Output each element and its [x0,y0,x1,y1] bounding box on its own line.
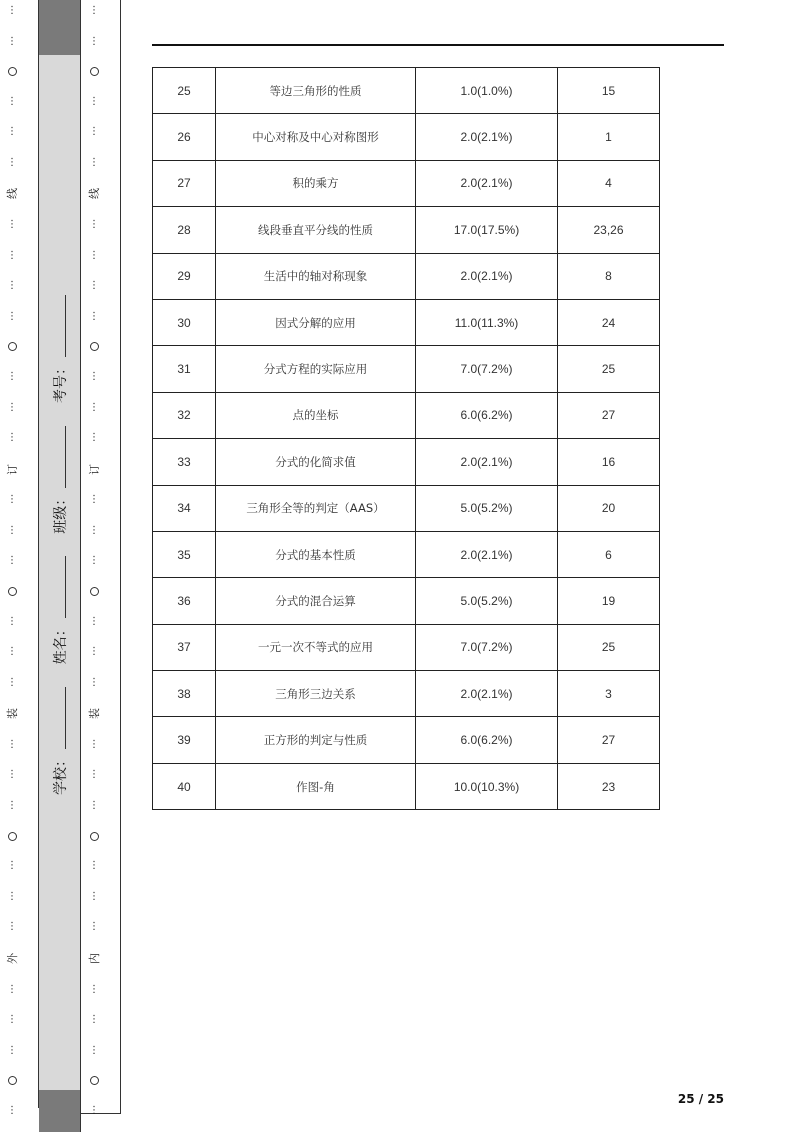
knowledge-point-table [152,67,660,810]
table-row [153,253,660,299]
seal-dots: ⋮ [7,156,17,168]
row-items: 25 [558,346,660,392]
exam-no-blank[interactable] [55,295,66,357]
school-label: 学校： [53,753,69,795]
row-number: 28 [153,207,216,253]
table-row [153,207,660,253]
table-row [153,624,660,670]
seal-dots: ⋮ [89,800,99,812]
row-score: 2.0(2.1%) [416,253,558,299]
seal-dots: ⋮ [89,524,99,536]
seal-dots: ⋮ [7,310,17,322]
seal-dots: ⋮ [7,370,17,382]
seal-dots: ⋮ [7,35,17,47]
row-items: 23 [558,763,660,809]
table-row [153,578,660,624]
table-row [153,114,660,160]
row-topic: 分式方程的实际应用 [216,346,416,392]
row-items: 16 [558,439,660,485]
row-score: 6.0(6.2%) [416,392,558,438]
seal-dots: ⋮ [7,1014,17,1026]
table-row [153,439,660,485]
inner-border-left [80,0,81,1132]
seal-dots: ⋮ [89,219,99,231]
row-number: 37 [153,624,216,670]
seal-dots: ⋮ [89,615,99,627]
seal-circle-icon [8,67,17,76]
seal-dots: ⋮ [89,890,99,902]
row-number: 30 [153,299,216,345]
class-field[interactable] [50,426,70,534]
seal-dots: ⋮ [89,5,99,16]
row-score: 1.0(1.0%) [416,68,558,114]
row-items: 19 [558,578,660,624]
school-field[interactable] [50,687,70,795]
seal-label-bind: 订 [87,463,101,475]
table-row [153,299,660,345]
seal-dots: ⋮ [7,249,17,261]
row-score: 2.0(2.1%) [416,114,558,160]
row-topic: 点的坐标 [216,392,416,438]
class-blank[interactable] [55,426,66,488]
row-topic: 等边三角形的性质 [216,68,416,114]
seal-dots: ⋮ [89,983,99,995]
seal-dots: ⋮ [7,494,17,506]
inner-seal-column [86,0,102,1116]
name-blank[interactable] [55,556,66,618]
student-info-block [50,295,70,795]
table-row [153,160,660,206]
binding-band-bottom [39,1090,80,1132]
seal-dots: ⋮ [7,769,17,781]
seal-label-side: 内 [87,952,101,964]
seal-circle-icon [8,832,17,841]
row-number: 32 [153,392,216,438]
row-items: 8 [558,253,660,299]
seal-dots: ⋮ [7,280,17,292]
seal-dots: ⋮ [89,494,99,506]
row-topic: 中心对称及中心对称图形 [216,114,416,160]
table-row [153,763,660,809]
table-row [153,392,660,438]
row-score: 11.0(11.3%) [416,299,558,345]
row-score: 2.0(2.1%) [416,439,558,485]
seal-dots: ⋮ [89,738,99,750]
seal-dots: ⋮ [7,1104,17,1116]
seal-label-bind: 订 [5,463,19,475]
row-number: 35 [153,531,216,577]
row-score: 2.0(2.1%) [416,160,558,206]
seal-label-staple: 装 [87,708,101,720]
row-score: 17.0(17.5%) [416,207,558,253]
row-items: 6 [558,531,660,577]
seal-dots: ⋮ [89,432,99,444]
seal-dots: ⋮ [89,95,99,107]
seal-dots: ⋮ [89,1014,99,1026]
row-items: 25 [558,624,660,670]
row-score: 5.0(5.2%) [416,485,558,531]
seal-dots: ⋮ [89,860,99,872]
row-number: 25 [153,68,216,114]
seal-dots: ⋮ [7,126,17,138]
seal-dots: ⋮ [7,738,17,750]
row-topic: 正方形的判定与性质 [216,717,416,763]
seal-circle-icon [8,342,17,351]
table-row [153,346,660,392]
seal-dots: ⋮ [89,401,99,413]
seal-dots: ⋮ [7,401,17,413]
row-items: 24 [558,299,660,345]
seal-dots: ⋮ [89,35,99,47]
row-score: 5.0(5.2%) [416,578,558,624]
row-topic: 因式分解的应用 [216,299,416,345]
row-topic: 分式的化简求值 [216,439,416,485]
seal-label-line: 线 [5,188,19,200]
row-topic: 三角形三边关系 [216,671,416,717]
school-blank[interactable] [55,687,66,749]
table-row [153,485,660,531]
exam-no-field[interactable] [50,295,70,403]
class-label: 班级： [53,491,69,534]
row-items: 27 [558,717,660,763]
seal-dots: ⋮ [7,5,17,16]
row-topic: 积的乘方 [216,160,416,206]
row-items: 27 [558,392,660,438]
row-topic: 线段垂直平分线的性质 [216,207,416,253]
row-number: 31 [153,346,216,392]
seal-circle-icon [90,342,99,351]
outer-seal-column [4,0,20,1116]
page-number: 25 / 25 [677,1092,724,1106]
seal-dots: ⋮ [7,921,17,933]
seal-dots: ⋮ [89,249,99,261]
row-number: 27 [153,160,216,206]
seal-dots: ⋮ [89,280,99,292]
row-number: 40 [153,763,216,809]
row-items: 3 [558,671,660,717]
seal-dots: ⋮ [89,1044,99,1056]
row-topic: 分式的混合运算 [216,578,416,624]
row-number: 33 [153,439,216,485]
row-number: 29 [153,253,216,299]
seal-dots: ⋮ [89,156,99,168]
seal-dots: ⋮ [89,370,99,382]
table-row [153,531,660,577]
seal-dots: ⋮ [7,676,17,688]
inner-border-right [120,0,121,1114]
seal-dots: ⋮ [89,769,99,781]
seal-dots: ⋮ [7,615,17,627]
seal-dots: ⋮ [7,983,17,995]
row-items: 4 [558,160,660,206]
seal-dots: ⋮ [7,860,17,872]
name-field[interactable] [50,556,70,664]
row-items: 1 [558,114,660,160]
seal-dots: ⋮ [89,1104,99,1116]
seal-circle-icon [90,587,99,596]
row-topic: 一元一次不等式的应用 [216,624,416,670]
seal-dots: ⋮ [7,95,17,107]
seal-circle-icon [90,67,99,76]
row-score: 10.0(10.3%) [416,763,558,809]
seal-dots: ⋮ [7,646,17,658]
seal-dots: ⋮ [7,555,17,567]
row-score: 7.0(7.2%) [416,346,558,392]
table-row [153,717,660,763]
row-items: 20 [558,485,660,531]
seal-dots: ⋮ [7,1044,17,1056]
seal-dots: ⋮ [89,126,99,138]
row-topic: 分式的基本性质 [216,531,416,577]
row-number: 34 [153,485,216,531]
row-number: 26 [153,114,216,160]
row-topic: 作图-角 [216,763,416,809]
seal-label-line: 线 [87,188,101,200]
seal-dots: ⋮ [89,555,99,567]
seal-circle-icon [90,1076,99,1085]
table-row [153,68,660,114]
seal-circle-icon [90,832,99,841]
row-number: 36 [153,578,216,624]
row-score: 2.0(2.1%) [416,671,558,717]
seal-dots: ⋮ [7,800,17,812]
seal-label-side: 外 [5,952,19,964]
seal-dots: ⋮ [89,921,99,933]
row-score: 6.0(6.2%) [416,717,558,763]
row-number: 39 [153,717,216,763]
seal-dots: ⋮ [89,310,99,322]
seal-dots: ⋮ [7,432,17,444]
row-items: 15 [558,68,660,114]
row-score: 7.0(7.2%) [416,624,558,670]
header-rule [152,44,724,46]
seal-circle-icon [8,1076,17,1085]
table-row [153,671,660,717]
outer-cut-line [38,0,39,1108]
row-items: 23,26 [558,207,660,253]
binding-band-top [39,0,80,55]
name-label: 姓名： [53,622,69,665]
exam-no-label: 考号： [53,361,69,404]
row-score: 2.0(2.1%) [416,531,558,577]
seal-circle-icon [8,587,17,596]
seal-dots: ⋮ [7,890,17,902]
seal-dots: ⋮ [89,676,99,688]
row-number: 38 [153,671,216,717]
seal-dots: ⋮ [7,219,17,231]
seal-dots: ⋮ [7,524,17,536]
seal-label-staple: 装 [5,708,19,720]
row-topic: 生活中的轴对称现象 [216,253,416,299]
row-topic: 三角形全等的判定（AAS） [216,485,416,531]
seal-dots: ⋮ [89,646,99,658]
